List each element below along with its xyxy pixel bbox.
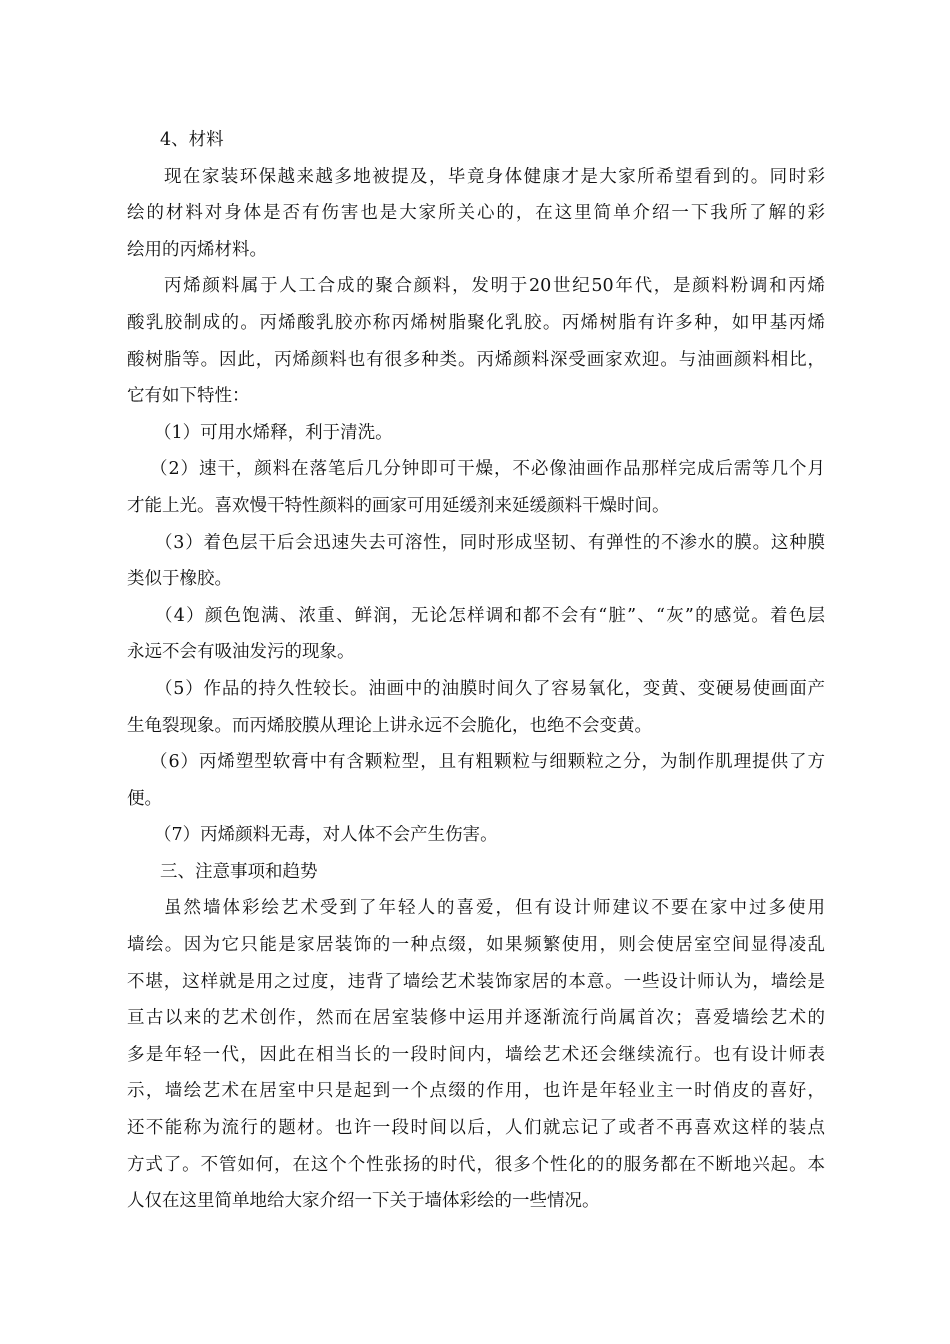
list-item-6: （6）丙烯塑型软膏中有含颗粒型，且有粗颗粒与细颗粒之分，为制作肌理提供了方 [150,752,825,773]
paragraph-line: 现在家装环保越来越多地被提及，毕竟身体健康才是大家所希望看到的。同时彩 [164,166,825,187]
list-item-2: （2）速干，颜料在落笔后几分钟即可干燥，不必像油画作品那样完成后需等几个月 [150,459,825,480]
list-item-5: （5）作品的持久性较长。油画中的油膜时间久了容易氧化，变黄、变硬易使画面产 [155,678,825,699]
paragraph-line: 多是年轻一代，因此在相当长的一段时间内，墙绘艺术还会继续流行。也有设计师表 [127,1044,825,1065]
paragraph-line: 绘的材料对身体是否有伤害也是大家所关心的，在这里简单介绍一下我所了解的彩 [127,203,825,224]
list-item-7: （7）丙烯颜料无毒，对人体不会产生伤害。 [154,825,498,846]
paragraph-line: 不堪，这样就是用之过度，违背了墙绘艺术装饰家居的本意。一些设计师认为，墙绘是 [127,971,825,992]
paragraph-line: 虽然墙体彩绘艺术受到了年轻人的喜爱，但有设计师建议不要在家中过多使用 [164,898,825,919]
paragraph-line: 酸树脂等。因此，丙烯颜料也有很多种类。丙烯颜料深受画家欢迎。与油画颜料相比， [127,349,825,370]
list-item-6-continued: 便。 [127,788,162,809]
paragraph-line: 绘用的丙烯材料。 [127,239,267,260]
list-item-3-continued: 类似于橡胶。 [127,569,232,590]
document-page [127,122,825,1220]
paragraph-line: 亘古以来的艺术创作，然而在居室装修中运用并逐渐流行尚属首次；喜爱墙绘艺术的 [127,1008,825,1029]
paragraph-line: 还不能称为流行的题材。也许一段时间以后，人们就忘记了或者不再喜欢这样的装点 [127,1118,825,1139]
paragraph-line: 方式了。不管如何，在这个个性张扬的时代，很多个性化的的服务都在不断地兴起。本 [127,1154,825,1175]
paragraph-line: 墙绘。因为它只能是家居装饰的一种点缀，如果频繁使用，则会使居室空间显得凌乱 [127,935,825,956]
paragraph-line: 人仅在这里简单地给大家介绍一下关于墙体彩绘的一些情况。 [127,1191,600,1212]
list-item-2-continued: 才能上光。喜欢慢干特性颜料的画家可用延缓剂来延缓颜料干燥时间。 [127,495,670,516]
list-item-1: （1）可用水烯释，利于清洗。 [154,422,393,443]
paragraph-line: 示，墙绘艺术在居室中只是起到一个点缀的作用，也许是年轻业主一时俏皮的喜好， [127,1081,825,1102]
list-item-4-continued: 永远不会有吸油发污的现象。 [127,642,355,663]
list-item-3: （3）着色层干后会迅速失去可溶性，同时形成坚韧、有弹性的不渗水的膜。这种膜 [155,532,825,553]
paragraph-line: 丙烯颜料属于人工合成的聚合颜料，发明于20世纪50年代，是颜料粉调和丙烯 [164,276,825,297]
section-heading-materials: 4、材料 [160,130,224,150]
paragraph-line: 酸乳胶制成的。丙烯酸乳胶亦称丙烯树脂聚化乳胶。丙烯树脂有许多种，如甲基丙烯 [127,312,825,333]
list-item-4: （4）颜色饱满、浓重、鲜润，无论怎样调和都不会有“脏”、“灰”的感觉。着色层 [155,605,825,626]
section-heading-notes-and-trends: 三、注意事项和趋势 [160,861,318,882]
paragraph-line: 它有如下特性： [127,386,250,407]
list-item-5-continued: 生龟裂现象。而丙烯胶膜从理论上讲永远不会脆化，也绝不会变黄。 [127,715,652,736]
